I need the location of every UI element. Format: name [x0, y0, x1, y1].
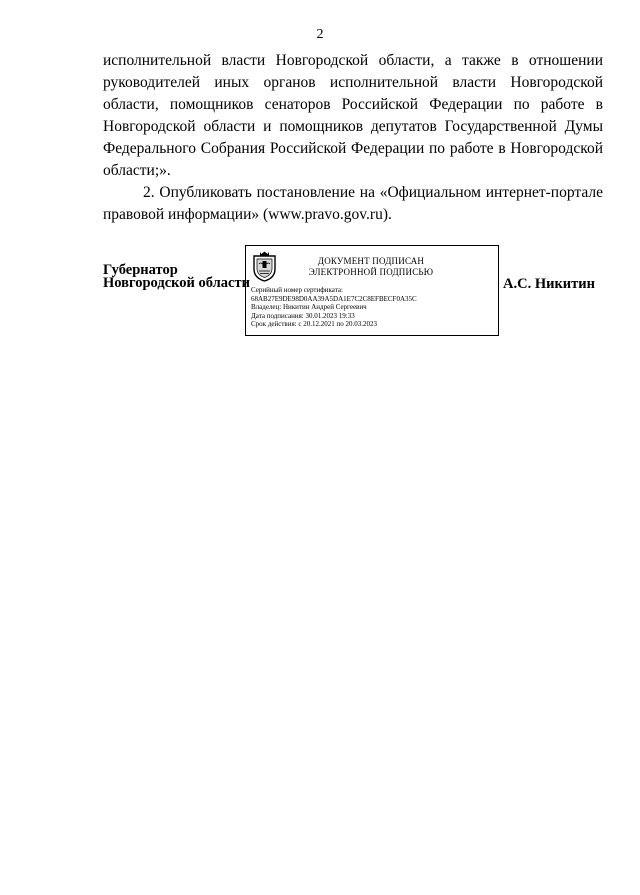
signer-title-line2: Новгородской области: [103, 275, 250, 291]
certificate-owner: Владелец: Никитин Андрей Сергеевич: [251, 303, 367, 312]
signature-stamp: [245, 245, 499, 336]
certificate-details: [251, 286, 417, 329]
paragraph-continuation: исполнительной власти Новгородской области, а также в отношении руководителей иных органов исполнительной власти Новгородской области, помощников сенаторов Российской Федерации по работе в Новгородской области и помощников депутатов Государственной Думы Федерального Собрания Российской Федерации по работе в Новгородской области;».: [103, 52, 603, 179]
signer-name: А.С. Никитин: [503, 276, 595, 292]
page-number: 2: [316, 27, 324, 42]
signing-date: Дата подписания: 30.01.2023 19:33: [251, 311, 355, 320]
stamp-heading-line2: ЭЛЕКТРОННОЙ ПОДПИСЬЮ: [308, 267, 434, 277]
document-body: [103, 50, 603, 226]
certificate-validity: Срок действия: с 20.12.2021 по 20.03.2023: [251, 320, 377, 329]
signer-title-line1: Губернатор: [103, 262, 178, 278]
serial-value: 68AB27E9DE98D0AA39A5DA1E7C2C8EFBECF0A35C: [251, 294, 417, 303]
stamp-heading-line1: ДОКУМЕНТ ПОДПИСАН: [317, 256, 425, 266]
serial-label: Серийный номер сертификата:: [251, 286, 343, 294]
paragraph-publish: 2. Опубликовать постановление на «Официальном интернет-портале правовой информации» (www.pravo.gov.ru).: [103, 184, 603, 223]
signer-title: [103, 264, 250, 290]
stamp-heading: [291, 256, 451, 278]
coat-of-arms-icon: [251, 251, 278, 282]
